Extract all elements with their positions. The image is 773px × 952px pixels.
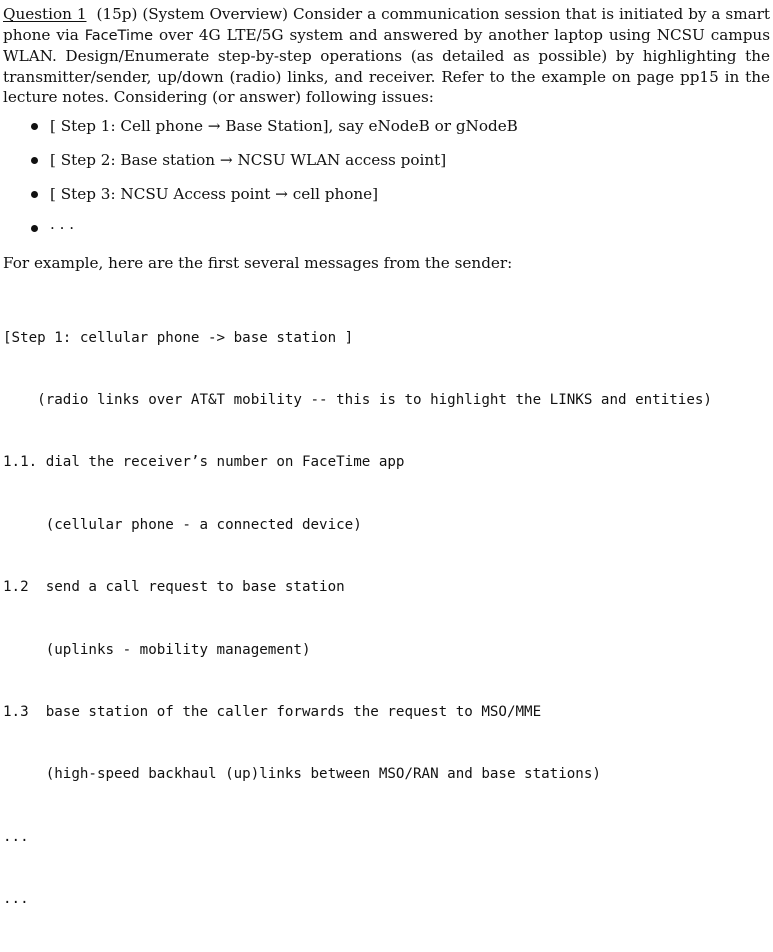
code-line: 1.1. dial the receiver’s number on FaceTime app [3, 454, 405, 471]
question-body-end: over 4G LTE/5G system and answered by another laptop using NCSU campus WLAN. Design/Enumerate step-by-step operations (as detailed as possible) by highlighting the transmitter/sender, up/down (radio) links, and receiver. Refer to the example on page pp15 in the lecture notes. Considering (or answer) following issues: [3, 25, 770, 107]
bullet-dot-icon [31, 191, 38, 198]
code-line: (cellular phone - a connected device) [3, 516, 362, 533]
bullet-dot-icon [31, 123, 38, 130]
step-item [30, 183, 518, 217]
step-item [30, 149, 518, 183]
code-line: [Step 1: cellular phone -> base station ] [3, 329, 354, 346]
step-item [30, 115, 518, 149]
step-text: · · · [50, 219, 75, 237]
code-block [3, 286, 712, 952]
bullet-dot-icon [31, 157, 38, 164]
step-text: [ Step 1: Cell phone → Base Station], say eNodeB or gNodeB [50, 117, 518, 135]
bullet-dot-icon [31, 225, 38, 232]
code-line: (uplinks - mobility management) [3, 641, 311, 658]
example-intro: For example, here are the first several messages from the sender: [3, 254, 513, 272]
step-text: [ Step 3: NCSU Access point → cell phone] [50, 185, 379, 203]
code-line: ... [3, 891, 29, 908]
question-points: (15p) [96, 5, 138, 23]
question-label: Question 1 [3, 5, 87, 23]
step-list [30, 115, 518, 251]
step-text: [ Step 2: Base station → NCSU WLAN access point] [50, 151, 447, 169]
step-item [30, 217, 518, 251]
code-line: 1.3 base station of the caller forwards the request to MSO/MME [3, 703, 542, 720]
code-line: (radio links over AT&T mobility -- this is to highlight the LINKS and entities) [3, 391, 712, 408]
question-body-start: (System Overview) Consider a communication session that is initiated by a smart phone via [3, 5, 771, 44]
code-line: ... [3, 828, 29, 845]
question-paragraph [3, 4, 770, 108]
facetime-app-name: FaceTime [84, 27, 154, 44]
code-line: 1.2 send a call request to base station [3, 579, 345, 596]
code-line: (high-speed backhaul (up)links between MSO/RAN and base stations) [3, 766, 601, 783]
